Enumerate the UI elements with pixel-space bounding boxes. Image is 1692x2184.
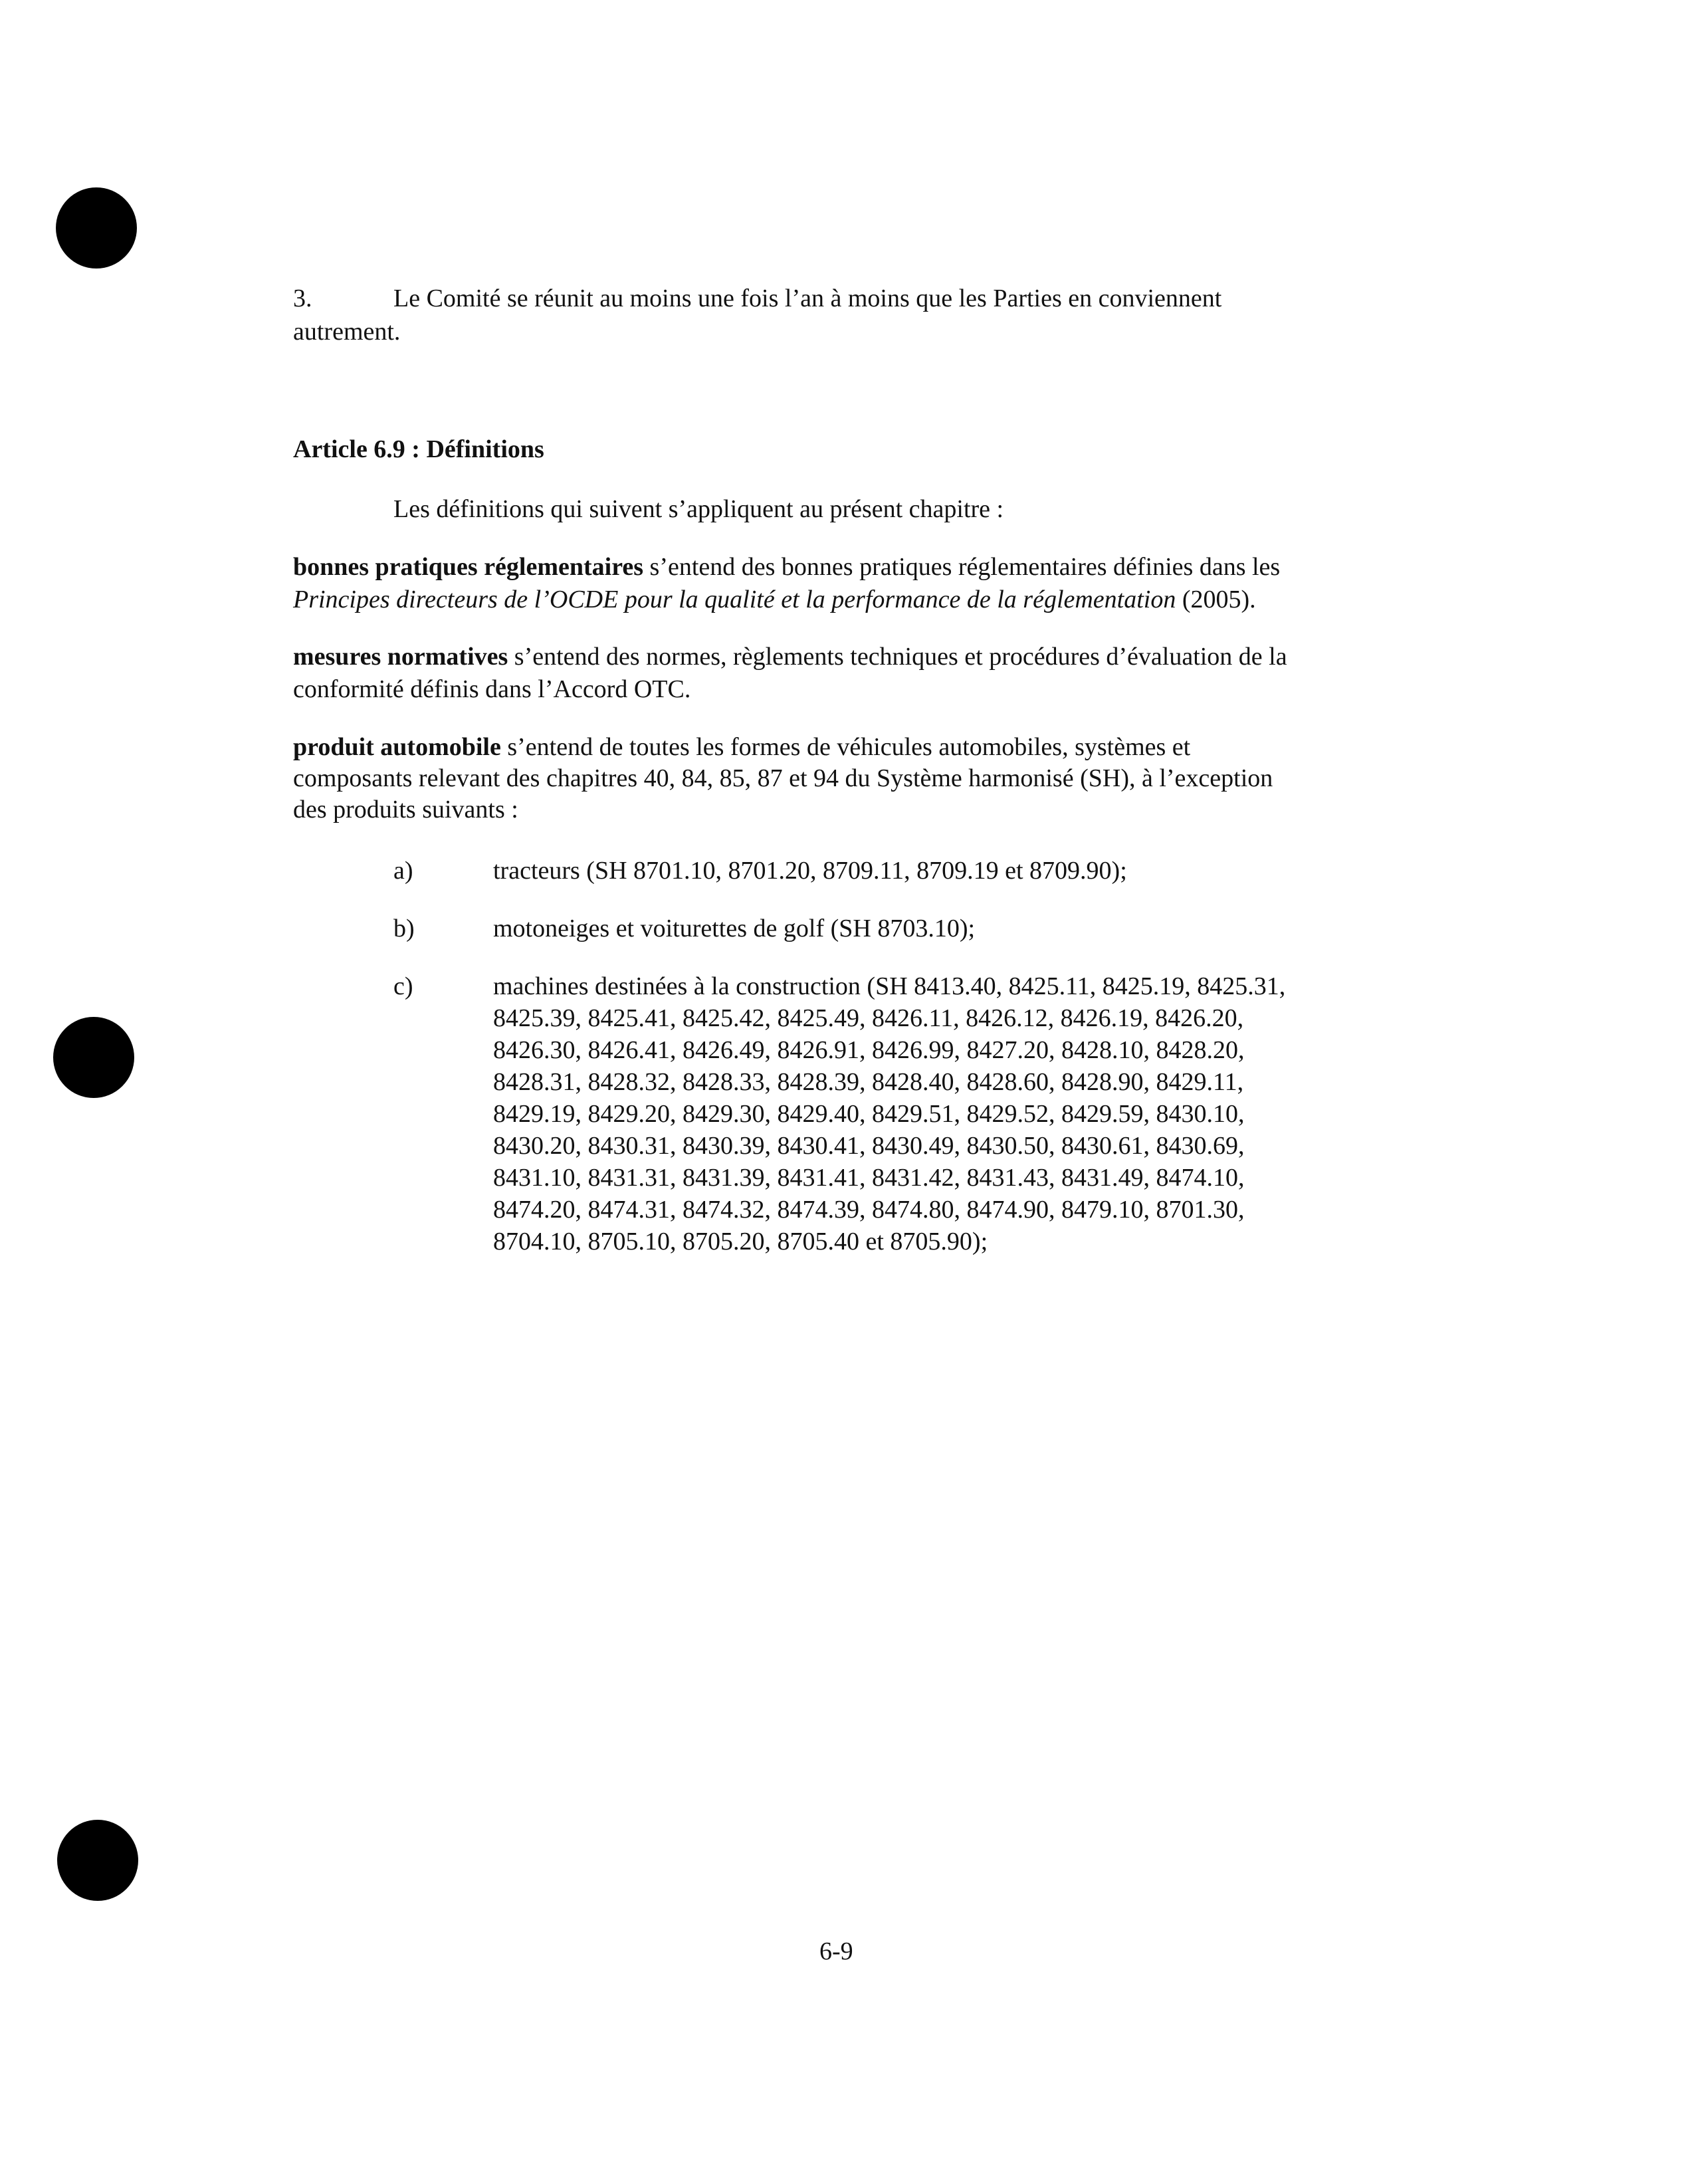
list-item-text [493,970,1636,1257]
paragraph-line: Le Comité se réunit au moins une fois l’an à moins que les Parties en conviennent [393,284,1222,312]
definition-term: bonnes pratiques réglementaires [293,553,644,581]
list-item-line: 8426.30, 8426.41, 8426.49, 8426.91, 8426.99, 8427.20, 8428.10, 8428.20, [493,1036,1245,1064]
list-item-line: 8431.10, 8431.31, 8431.39, 8431.41, 8431.42, 8431.43, 8431.49, 8474.10, [493,1164,1245,1192]
definition-line [293,641,1287,673]
article-heading: Article 6.9 : Définitions [293,435,544,463]
definitions-intro: Les définitions qui suivent s’appliquent au présent chapitre : [393,495,1004,523]
definition-text: (2005). [1176,586,1256,613]
definition-line: conformité définis dans l’Accord OTC. [293,675,691,703]
list-marker: c) [393,972,413,1000]
list-item-line: 8428.31, 8428.32, 8428.33, 8428.39, 8428.40, 8428.60, 8428.90, 8429.11, [493,1068,1244,1096]
definition-line: des produits suivants : [293,796,518,823]
page-number: 6-9 [819,1937,853,1965]
list-marker: a) [393,857,413,885]
definition-text: s’entend des bonnes pratiques réglementaires définies dans les [643,553,1281,581]
definition-text: s’entend de toutes les formes de véhicules automobiles, systèmes et [500,733,1191,761]
list-item-text: motoneiges et voiturettes de golf (SH 8703.10); [493,915,976,942]
list-marker: b) [393,915,415,942]
punch-hole [53,1017,134,1098]
list-item-line: 8704.10, 8705.10, 8705.20, 8705.40 et 8705.90); [493,1228,988,1256]
paragraph-number: 3. [293,284,312,312]
definition-text: s’entend des normes, règlements techniques et procédures d’évaluation de la [508,643,1287,671]
definition-term: mesures normatives [293,643,508,671]
definition-line [293,551,1280,583]
punch-hole [57,1820,138,1901]
definition-citation: Principes directeurs de l’OCDE pour la qualité et la performance de la réglementation [293,586,1176,613]
list-item-line: 8474.20, 8474.31, 8474.32, 8474.39, 8474.80, 8474.90, 8479.10, 8701.30, [493,1196,1245,1224]
definition-line [293,731,1190,763]
list-item-line: 8429.19, 8429.20, 8429.30, 8429.40, 8429.51, 8429.52, 8429.59, 8430.10, [493,1100,1245,1128]
list-item-line: machines destinées à la construction (SH 8413.40, 8425.11, 8425.19, 8425.31, [493,972,1286,1000]
list-item-line: 8430.20, 8430.31, 8430.39, 8430.41, 8430.49, 8430.50, 8430.61, 8430.69, [493,1132,1245,1160]
definition-line: composants relevant des chapitres 40, 84, 85, 87 et 94 du Système harmonisé (SH), à l’exception [293,764,1273,792]
definition-term: produit automobile [293,733,501,761]
paragraph-line: autrement. [293,318,401,346]
definition-line [293,584,1256,615]
list-item-text: tracteurs (SH 8701.10, 8701.20, 8709.11, 8709.19 et 8709.90); [493,857,1127,885]
punch-hole [56,187,137,269]
list-item-line: 8425.39, 8425.41, 8425.42, 8425.49, 8426.11, 8426.12, 8426.19, 8426.20, [493,1004,1244,1032]
